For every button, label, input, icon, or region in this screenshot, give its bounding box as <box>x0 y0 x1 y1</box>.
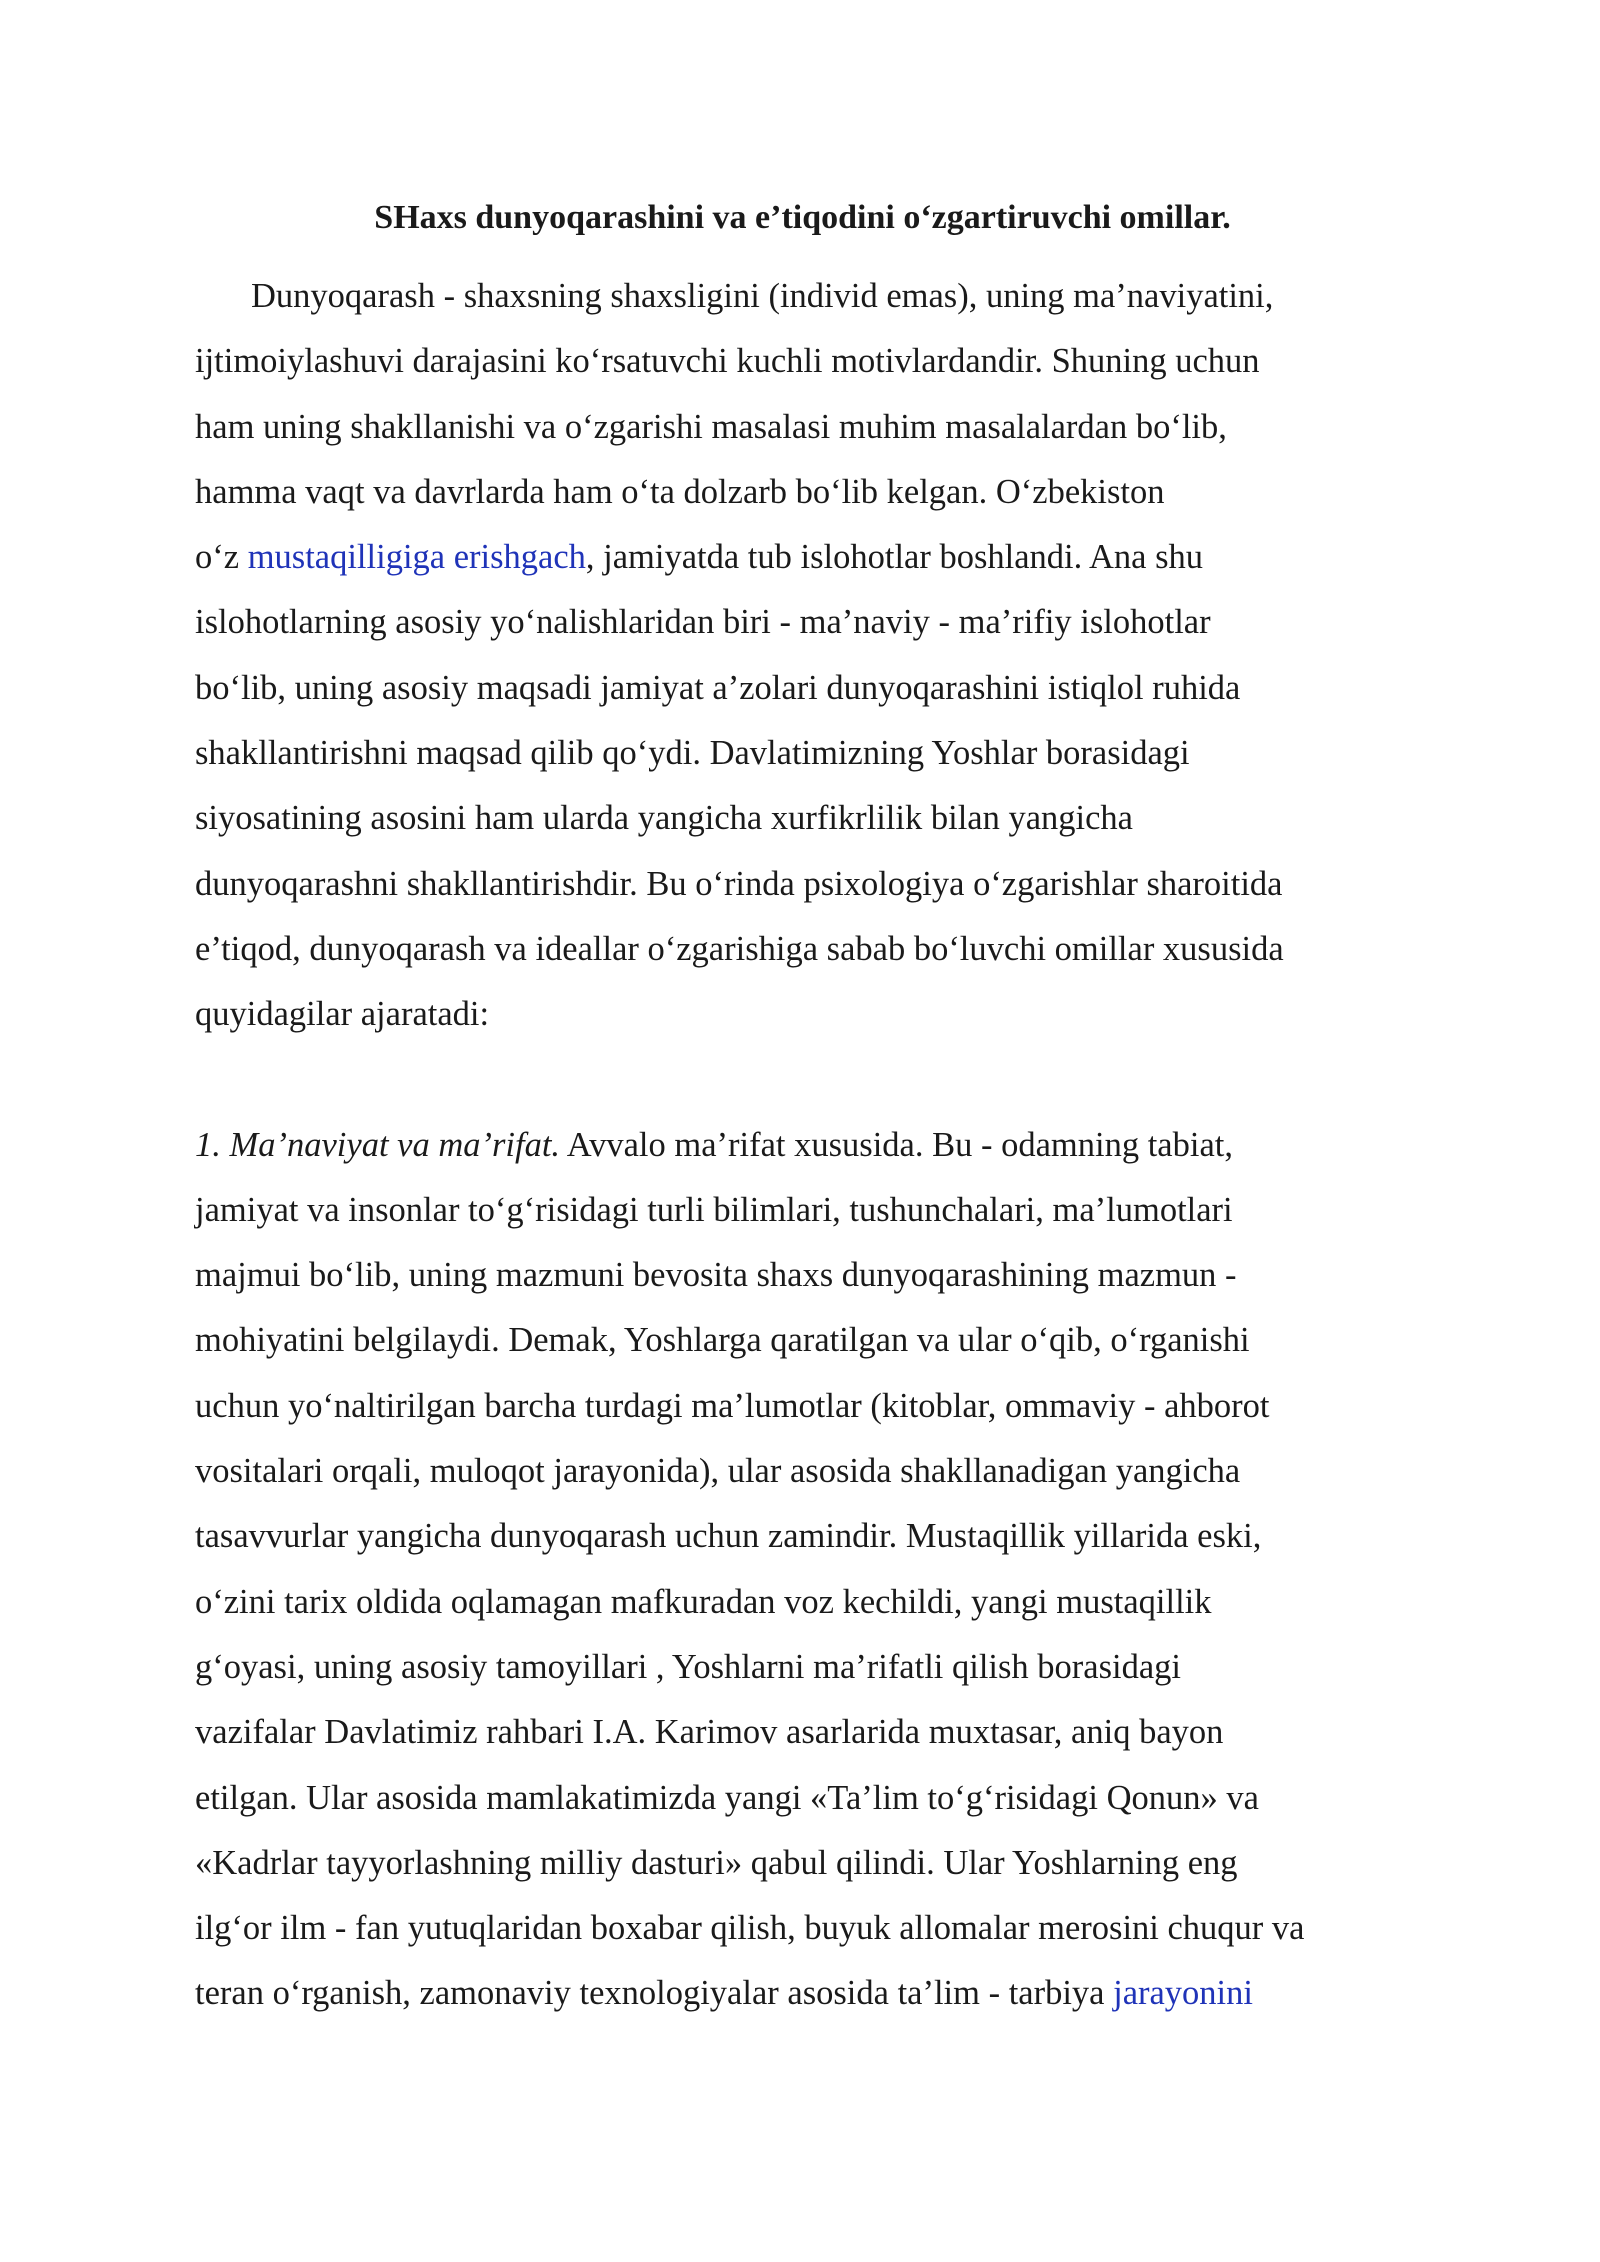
paragraph-line: tasavvurlar yangicha dunyoqarash uchun zamindir. Mustaqillik yillarida eski, <box>195 1517 1262 1556</box>
paragraph-line <box>195 1961 1410 2026</box>
paragraph-line: ham uning shakllanishi va o‘zgarishi masalasi muhim masalalardan bo‘lib, <box>195 407 1227 446</box>
paragraph-line: quyidagilar ajaratadi: <box>195 995 490 1034</box>
paragraph-line: e’tiqod, dunyoqarash va ideallar o‘zgarishiga sabab bo‘luvchi omillar xususida <box>195 929 1284 968</box>
paragraph-line: g‘oyasi, uning asosiy tamoyillari , Yoshlarni ma’rifatli qilish borasidagi <box>195 1647 1182 1686</box>
paragraph-line: dunyoqarashni shakllantirishdir. Bu o‘rinda psixologiya o‘zgarishlar sharoitida <box>195 864 1283 903</box>
paragraph-line: majmui bo‘lib, uning mazmuni bevosita shaxs dunyoqarashining mazmun - <box>195 1256 1237 1295</box>
paragraph-line: bo‘lib, uning asosiy maqsadi jamiyat a’zolari dunyoqarashini istiqlol ruhida <box>195 668 1241 707</box>
hyperlink-jarayonini[interactable]: jarayonini <box>1113 1974 1253 2013</box>
paragraph-line: o‘zini tarix oldida oqlamagan mafkuradan voz kechildi, yangi mustaqillik <box>195 1582 1212 1621</box>
line-text: , jamiyatda tub islohotlar boshlandi. Ana shu <box>585 538 1203 577</box>
line-text: o‘z <box>195 538 248 577</box>
line-text: Avvalo ma’rifat xususida. Bu - odamning tabiat, <box>560 1125 1233 1164</box>
paragraph-line: islohotlarning asosiy yo‘nalishlaridan biri - ma’naviy - ma’rifiy islohotlar <box>195 603 1211 642</box>
line-text: teran o‘rganish, zamonaviy texnologiyalar asosida ta’lim - tarbiya <box>195 1974 1114 2013</box>
hyperlink-mustaqilligiga[interactable]: mustaqilligiga erishgach <box>247 538 586 577</box>
paragraph-line: hamma vaqt va davrlarda ham o‘ta dolzarb bo‘lib kelgan. O‘zbekiston <box>195 472 1165 511</box>
paragraph-intro <box>195 264 1410 1048</box>
section-heading: 1. Ma’naviyat va ma’rifat. <box>195 1125 561 1164</box>
paragraph-line: ilg‘or ilm - fan yutuqlaridan boxabar qilish, buyuk allomalar merosini chuqur va <box>195 1909 1305 1948</box>
document-page <box>195 190 1410 2027</box>
document-title: SHaxs dunyoqarashini va e’tiqodini o‘zgartiruvchi omillar. <box>374 199 1231 236</box>
paragraph-line: Dunyoqarash - shaxsning shaxsligini (individ emas), uning ma’naviyatini, <box>251 277 1274 315</box>
paragraph-line: mohiyatini belgilaydi. Demak, Yoshlarga qaratilgan va ular o‘qib, o‘rganishi <box>195 1321 1250 1360</box>
paragraph-manaviyat <box>195 1113 1410 2027</box>
paragraph-line: vazifalar Davlatimiz rahbari I.A. Karimov asarlarida muxtasar, aniq bayon <box>195 1713 1224 1752</box>
paragraph-line: ijtimoiylashuvi darajasini ko‘rsatuvchi kuchli motivlardandir. Shuning uchun <box>195 342 1260 381</box>
paragraph-line: vositalari orqali, muloqot jarayonida), ular asosida shakllanadigan yangicha <box>195 1452 1241 1491</box>
paragraph-line <box>195 525 1410 590</box>
paragraph-line: shakllantirishni maqsad qilib qo‘ydi. Davlatimizning Yoshlar borasidagi <box>195 734 1190 773</box>
paragraph-spacer <box>195 1048 1410 1113</box>
paragraph-line: etilgan. Ular asosida mamlakatimizda yangi «Ta’lim to‘g‘risidagi Qonun» va <box>195 1778 1259 1817</box>
paragraph-line: «Kadrlar tayyorlashning milliy dasturi» qabul qilindi. Ular Yoshlarning eng <box>195 1843 1238 1882</box>
paragraph-line: jamiyat va insonlar to‘g‘risidagi turli bilimlari, tushunchalari, ma’lumotlari <box>195 1190 1233 1229</box>
paragraph-line: uchun yo‘naltirilgan barcha turdagi ma’lumotlar (kitoblar, ommaviy - ahborot <box>195 1386 1270 1425</box>
paragraph-line <box>195 1113 1410 1178</box>
paragraph-line: siyosatining asosini ham ularda yangicha xurfikrlilik bilan yangicha <box>195 799 1133 838</box>
